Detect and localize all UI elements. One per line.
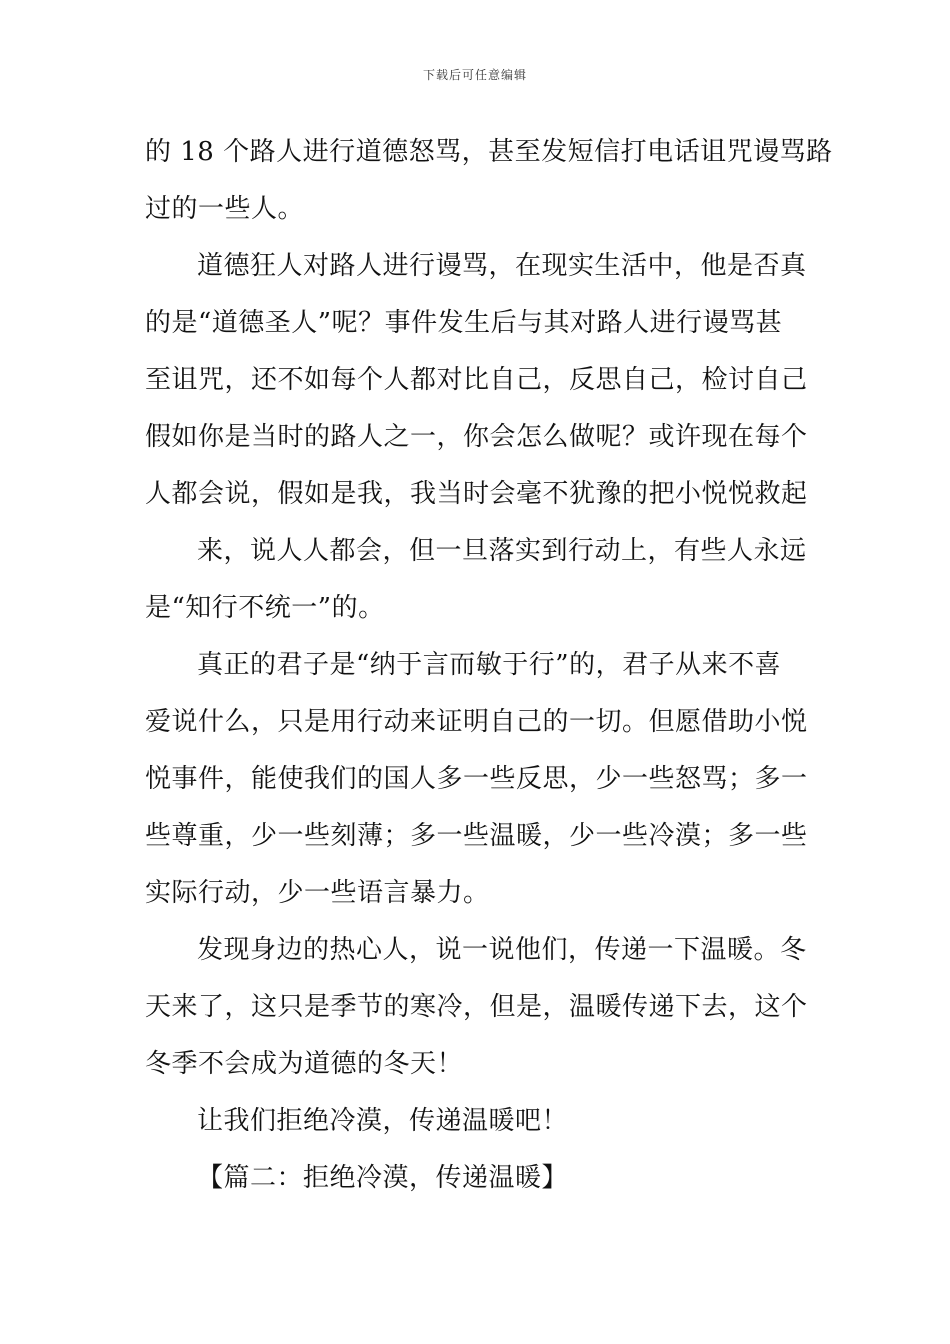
- body-line: 冬季不会成为道德的冬天！: [145, 1049, 464, 1079]
- body-line: 真正的君子是“纳于言而敏于行”的，君子从来不喜: [197, 650, 782, 680]
- body-line: 悦事件，能使我们的国人多一些反思，少一些怒骂；多一: [145, 764, 808, 794]
- body-line: 至诅咒，还不如每个人都对比自己，反思自己，检讨自己: [145, 365, 808, 395]
- body-line: 过的一些人。: [145, 194, 305, 224]
- body-line: 的 18 个路人进行道德怒骂，甚至发短信打电话诅咒谩骂路: [145, 137, 833, 167]
- body-line: 实际行动，少一些语言暴力。: [145, 878, 490, 908]
- body-line: 假如你是当时的路人之一，你会怎么做呢？或许现在每个: [145, 422, 808, 452]
- body-line: 来，说人人都会，但一旦落实到行动上，有些人永远: [197, 536, 807, 566]
- body-line: 发现身边的热心人，说一说他们，传递一下温暖。冬: [197, 935, 807, 965]
- body-line: 人都会说，假如是我，我当时会毫不犹豫的把小悦悦救起: [145, 479, 808, 509]
- section-heading: 【篇二：拒绝冷漠，传递温暖】: [197, 1163, 569, 1193]
- page-header: 下载后可任意编辑: [422, 68, 527, 82]
- body-line: 些尊重，少一些刻薄；多一些温暖，少一些冷漠；多一些: [145, 821, 808, 851]
- body-line: 天来了，这只是季节的寒冷，但是，温暖传递下去，这个: [145, 992, 808, 1022]
- body-line: 的是“道德圣人”呢？事件发生后与其对路人进行谩骂甚: [145, 308, 783, 338]
- body-line: 道德狂人对路人进行谩骂，在现实生活中，他是否真: [197, 251, 807, 281]
- body-line: 让我们拒绝冷漠，传递温暖吧！: [197, 1106, 569, 1136]
- body-line: 爱说什么，只是用行动来证明自己的一切。但愿借助小悦: [145, 707, 808, 737]
- body-line: 是“知行不统一”的。: [145, 593, 385, 623]
